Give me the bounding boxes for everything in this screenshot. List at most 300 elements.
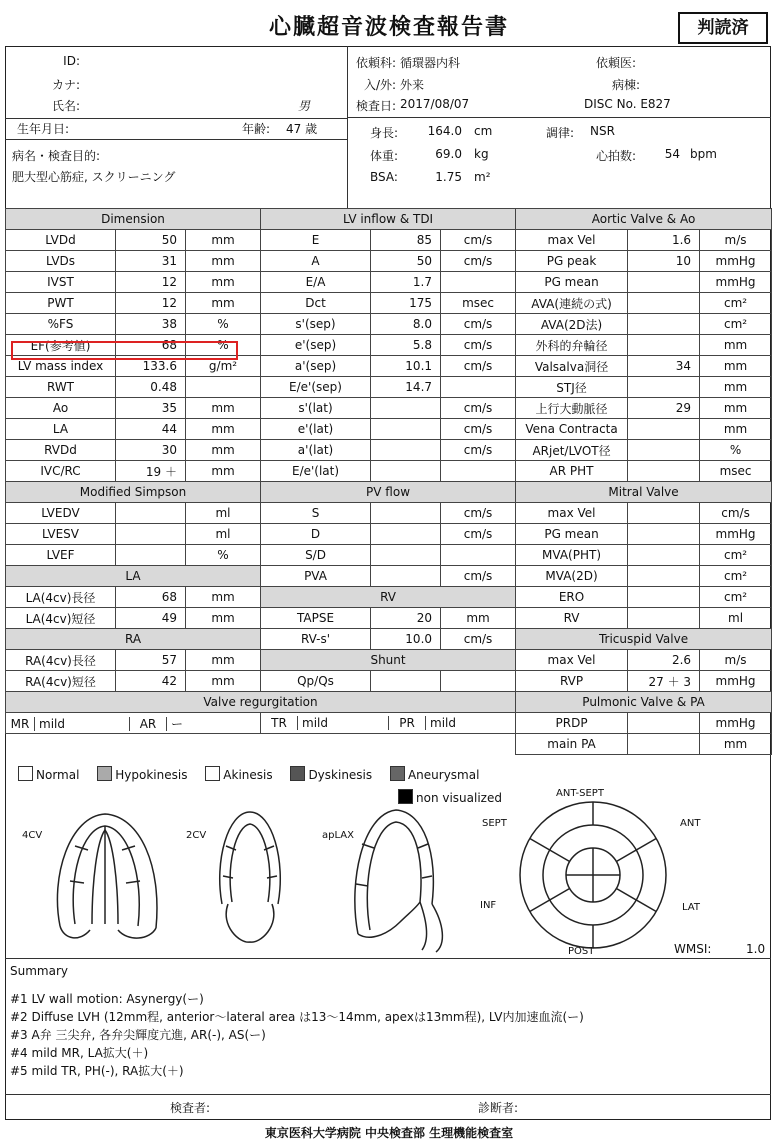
pr-label: PR [389, 716, 426, 730]
measure-unit: cm/s [441, 398, 516, 419]
wall-motion-legend [18, 766, 479, 782]
summary-line-1: #1 LV wall motion: Asynergy(ー) [10, 992, 204, 1006]
measure-label: TAPSE [261, 608, 371, 629]
tr-label: TR [261, 716, 298, 730]
measure-unit: mmHg [700, 671, 772, 692]
sex-value: 男 [298, 99, 311, 113]
diagnosis-label: 病名・検査目的: [12, 149, 101, 163]
section-header: Tricuspid Valve [516, 629, 772, 650]
measure-label: s'(sep) [261, 314, 371, 335]
mr-label: MR [6, 717, 35, 731]
measure-unit: % [700, 440, 772, 461]
measure-unit: mm [186, 251, 261, 272]
heart-aplax-diagram [340, 804, 450, 954]
measure-value: 12 [116, 272, 186, 293]
measure-label: S [261, 503, 371, 524]
measure-value: 44 [116, 419, 186, 440]
bsa-value: 1.75 [435, 170, 462, 184]
label-aplax: apLAX [322, 830, 354, 841]
header-line [5, 139, 347, 140]
section-header: Aortic Valve & Ao [516, 209, 772, 230]
summary-line-5: #5 mild TR, PH(-), RA拡大(＋) [10, 1064, 184, 1078]
rhythm-value: NSR [590, 124, 615, 138]
measure-value [628, 419, 700, 440]
measure-label: IVC/RC [6, 461, 116, 482]
measure-label: e'(sep) [261, 335, 371, 356]
measure-value [371, 524, 441, 545]
height-label: 身長: [370, 126, 399, 140]
measure-label: PRDP [516, 713, 628, 734]
measure-value [628, 608, 700, 629]
measure-label: ERO [516, 587, 628, 608]
measure-value [628, 734, 700, 755]
bullseye-diagram [508, 800, 678, 950]
report-title: 心臓超音波検査報告書 [268, 15, 509, 40]
measure-value: 20 [371, 608, 441, 629]
measurement-table [5, 208, 772, 755]
measure-value [371, 545, 441, 566]
measure-label: Dct [261, 293, 371, 314]
measure-unit: mmHg [700, 713, 772, 734]
section-header: Modified Simpson [6, 482, 261, 503]
ef-highlight-box [11, 341, 238, 360]
dept-value: 循環器内科 [400, 56, 461, 70]
heart-4cv-diagram [40, 806, 180, 946]
measure-unit: g/m² [186, 356, 261, 377]
measure-unit: m/s [700, 230, 772, 251]
valve-reg-left [6, 713, 261, 734]
measure-label: RVDd [6, 440, 116, 461]
bsa-label: BSA: [370, 170, 398, 184]
measure-value: 38 [116, 314, 186, 335]
measure-value [628, 587, 700, 608]
measure-value: 30 [116, 440, 186, 461]
measure-value: 8.0 [371, 314, 441, 335]
measure-unit: mm [186, 587, 261, 608]
measure-value [628, 713, 700, 734]
measure-unit: cm/s [441, 629, 516, 650]
measure-value: 10.1 [371, 356, 441, 377]
measure-unit: mm [186, 671, 261, 692]
legend-hypokinesis: Hypokinesis [97, 766, 187, 782]
age-label: 年齢: [242, 122, 271, 136]
valve-reg-right [261, 713, 516, 734]
table-row [6, 398, 772, 419]
measure-label: ARjet/LVOT径 [516, 440, 628, 461]
table-row [6, 629, 772, 650]
measure-unit: mmHg [700, 272, 772, 293]
header-line [5, 118, 347, 119]
age-value: 47 歳 [286, 122, 318, 136]
table-row [6, 482, 772, 503]
ar-label: AR [130, 717, 167, 731]
legend-normal: Normal [18, 766, 79, 782]
measure-unit [441, 545, 516, 566]
measure-value: 31 [116, 251, 186, 272]
measure-value: 27 ＋ 3 [628, 671, 700, 692]
table-row [6, 608, 772, 629]
measure-unit: ml [186, 503, 261, 524]
measure-unit: ml [186, 524, 261, 545]
measure-unit: mm [700, 734, 772, 755]
measure-unit: cm/s [441, 503, 516, 524]
measure-unit: cm/s [441, 251, 516, 272]
measure-label: E/e'(sep) [261, 377, 371, 398]
measure-value: 68 [116, 587, 186, 608]
measure-label: EF(参考値) [6, 335, 116, 356]
valve-regurgitation-row [6, 713, 772, 734]
measure-label: RA(4cv)長径 [6, 650, 116, 671]
measure-label: e'(lat) [261, 419, 371, 440]
table-row [6, 692, 772, 713]
measure-unit: mm [441, 608, 516, 629]
measure-label: E/e'(lat) [261, 461, 371, 482]
institution-name: 東京医科大学病院 中央検査部 生理機能検査室 [264, 1126, 514, 1140]
measure-value [371, 440, 441, 461]
section-header: Pulmonic Valve & PA [516, 692, 772, 713]
table-row [6, 671, 772, 692]
measure-label: a'(sep) [261, 356, 371, 377]
table-row [6, 524, 772, 545]
measure-label: max Vel [516, 650, 628, 671]
measure-label: AVA(2D法) [516, 314, 628, 335]
tr-value: mild [298, 716, 389, 730]
label-ant: ANT [680, 818, 701, 829]
measure-unit: mm [186, 440, 261, 461]
height-unit: cm [474, 124, 493, 138]
measure-label: MVA(2D) [516, 566, 628, 587]
table-row [6, 545, 772, 566]
measure-label: main PA [516, 734, 628, 755]
measure-label: max Vel [516, 230, 628, 251]
measure-label: STJ径 [516, 377, 628, 398]
measure-value: 0.48 [116, 377, 186, 398]
measure-value: 5.8 [371, 335, 441, 356]
measure-label: 外科的弁輪径 [516, 335, 628, 356]
measure-label: E [261, 230, 371, 251]
summary-title: Summary [10, 964, 68, 978]
measure-label: Qp/Qs [261, 671, 371, 692]
legend-dyskinesis: Dyskinesis [290, 766, 372, 782]
measure-unit: mm [186, 293, 261, 314]
measure-value [371, 461, 441, 482]
measure-label: LA(4cv)長径 [6, 587, 116, 608]
measure-value [628, 272, 700, 293]
measure-value: 175 [371, 293, 441, 314]
measure-label: LVDd [6, 230, 116, 251]
wmsi-value: 1.0 [746, 942, 766, 956]
summary-top-line [5, 958, 771, 959]
rhythm-label: 調律: [546, 126, 575, 140]
table-row [6, 440, 772, 461]
table-row [6, 230, 772, 251]
table-row [6, 419, 772, 440]
measure-value: 19 ＋ [116, 461, 186, 482]
measure-unit: mm [186, 398, 261, 419]
ar-value: ー [171, 716, 184, 731]
measure-unit: mm [186, 272, 261, 293]
label-sept: SEPT [482, 818, 507, 829]
measure-label: RWT [6, 377, 116, 398]
summary-line-2: #2 Diffuse LVH (12mm程, anterior〜lateral area は13〜14mm, apexは13mm程), LV内加速血流(ー) [10, 1010, 584, 1024]
label-inf: INF [480, 900, 497, 911]
measure-unit [441, 461, 516, 482]
measure-label: Vena Contracta [516, 419, 628, 440]
measure-unit: cm/s [441, 356, 516, 377]
measure-value: 10.0 [371, 629, 441, 650]
section-header: RV [261, 587, 516, 608]
measure-unit [441, 272, 516, 293]
measure-unit: cm/s [441, 230, 516, 251]
name-label: 氏名: [51, 99, 80, 113]
measure-value: 35 [116, 398, 186, 419]
table-row [6, 377, 772, 398]
label-ant-sept: ANT-SEPT [556, 788, 604, 799]
measure-unit: mm [186, 461, 261, 482]
measure-value [116, 524, 186, 545]
mr-value: mild [35, 717, 130, 731]
measure-value [116, 545, 186, 566]
measure-unit: % [186, 335, 261, 356]
measure-unit: cm/s [441, 440, 516, 461]
measure-label: LA(4cv)短径 [6, 608, 116, 629]
table-row [6, 650, 772, 671]
summary-line-3: #3 A弁 三尖弁, 各弁尖輝度亢進, AR(-), AS(ー) [10, 1028, 266, 1042]
measure-value [628, 377, 700, 398]
measure-value [628, 293, 700, 314]
measure-unit: ml [700, 608, 772, 629]
hr-value: 54 [664, 147, 680, 161]
measure-value [371, 503, 441, 524]
measure-value [628, 545, 700, 566]
measure-label: RVP [516, 671, 628, 692]
table-row [6, 209, 772, 230]
measure-value: 1.6 [628, 230, 700, 251]
table-row [6, 293, 772, 314]
measure-unit: msec [441, 293, 516, 314]
label-2cv: 2CV [186, 830, 207, 841]
measure-unit: mmHg [700, 251, 772, 272]
table-row [6, 272, 772, 293]
measure-value [628, 461, 700, 482]
measure-unit: cm/s [700, 503, 772, 524]
measure-unit: mmHg [700, 524, 772, 545]
section-header: PV flow [261, 482, 516, 503]
measure-unit: mm [186, 230, 261, 251]
examiner-label: 検査者: [170, 1101, 211, 1115]
legend-non-visualized: non visualized [398, 789, 502, 805]
measure-unit: mm [186, 650, 261, 671]
dept-label: 依頼科: [356, 56, 397, 70]
hr-unit: bpm [690, 147, 717, 161]
measure-label: MVA(PHT) [516, 545, 628, 566]
section-header: Mitral Valve [516, 482, 772, 503]
legend-akinesis: Akinesis [205, 766, 272, 782]
header-divider [347, 46, 348, 208]
measure-value: 29 [628, 398, 700, 419]
footer-line [5, 1094, 771, 1095]
empty-cell [6, 734, 516, 755]
measure-label: AR PHT [516, 461, 628, 482]
date-value: 2017/08/07 [400, 97, 470, 111]
measure-value [371, 566, 441, 587]
section-header: Dimension [6, 209, 261, 230]
measure-value: 57 [116, 650, 186, 671]
measure-value [628, 503, 700, 524]
section-header: LV inflow & TDI [261, 209, 516, 230]
measure-value [628, 314, 700, 335]
measure-value: 10 [628, 251, 700, 272]
measure-unit: mm [700, 335, 772, 356]
measure-unit: cm² [700, 566, 772, 587]
measure-unit: m/s [700, 650, 772, 671]
table-row [6, 251, 772, 272]
measure-label: LV mass index [6, 356, 116, 377]
measure-label: max Vel [516, 503, 628, 524]
measure-label: Ao [6, 398, 116, 419]
measure-unit: % [186, 314, 261, 335]
measure-label: PG mean [516, 272, 628, 293]
measure-value [116, 503, 186, 524]
measure-value [628, 524, 700, 545]
label-lat: LAT [682, 902, 700, 913]
measure-label: s'(lat) [261, 398, 371, 419]
kana-label: カナ: [51, 78, 80, 92]
diagnosis-value: 肥大型心筋症, スクリーニング [12, 170, 176, 184]
table-row [6, 461, 772, 482]
measure-label: PG mean [516, 524, 628, 545]
measure-value: 12 [116, 293, 186, 314]
inout-label: 入/外: [364, 78, 397, 92]
pr-value: mild [430, 716, 456, 730]
measure-value: 14.7 [371, 377, 441, 398]
doctor-label: 依頼医: [596, 56, 637, 70]
measure-value [628, 440, 700, 461]
measure-label: LVEDV [6, 503, 116, 524]
measure-label: 上行大動脈径 [516, 398, 628, 419]
measure-unit [186, 377, 261, 398]
measure-value: 2.6 [628, 650, 700, 671]
measure-value [628, 335, 700, 356]
measure-label: D [261, 524, 371, 545]
table-row [6, 566, 772, 587]
measure-label: LA [6, 419, 116, 440]
measure-unit: mm [186, 608, 261, 629]
measure-unit: mm [700, 377, 772, 398]
measure-label: S/D [261, 545, 371, 566]
wmsi-label: WMSI: [674, 942, 712, 956]
legend-aneurysmal: Aneurysmal [390, 766, 479, 782]
measure-unit: cm² [700, 587, 772, 608]
measure-value [371, 398, 441, 419]
measure-value [371, 671, 441, 692]
measure-unit: msec [700, 461, 772, 482]
measure-label: RV-s' [261, 629, 371, 650]
measure-label: E/A [261, 272, 371, 293]
measure-label: Valsalva洞径 [516, 356, 628, 377]
measure-label: LVEF [6, 545, 116, 566]
measure-unit [441, 671, 516, 692]
measure-unit: cm² [700, 293, 772, 314]
bsa-unit: m² [474, 170, 491, 184]
table-row [6, 587, 772, 608]
height-value: 164.0 [427, 124, 462, 138]
measure-label: PVA [261, 566, 371, 587]
measure-unit: cm/s [441, 419, 516, 440]
measure-value: 1.7 [371, 272, 441, 293]
measure-unit: cm/s [441, 524, 516, 545]
measure-value: 133.6 [116, 356, 186, 377]
label-post: POST [568, 946, 595, 957]
weight-value: 69.0 [435, 147, 462, 161]
section-header: Valve regurgitation [6, 692, 516, 713]
label-4cv: 4CV [22, 830, 43, 841]
reader-label: 診断者: [478, 1101, 519, 1115]
measure-unit: cm/s [441, 335, 516, 356]
summary-line-4: #4 mild MR, LA拡大(＋) [10, 1046, 149, 1060]
measure-value: 50 [371, 251, 441, 272]
table-row [6, 503, 772, 524]
measure-unit: mm [700, 356, 772, 377]
measure-unit: cm/s [441, 314, 516, 335]
measure-value [371, 419, 441, 440]
measure-unit: mm [700, 419, 772, 440]
measure-value: 49 [116, 608, 186, 629]
measure-unit: mm [700, 398, 772, 419]
table-row [6, 734, 772, 755]
measure-unit [441, 377, 516, 398]
measure-label: PG peak [516, 251, 628, 272]
measure-label: RV [516, 608, 628, 629]
measure-unit: cm² [700, 314, 772, 335]
measure-unit: mm [186, 419, 261, 440]
measure-value: 50 [116, 230, 186, 251]
measure-unit: cm² [700, 545, 772, 566]
measure-value: 34 [628, 356, 700, 377]
measure-label: A [261, 251, 371, 272]
measure-value: 85 [371, 230, 441, 251]
hr-label: 心拍数: [596, 149, 637, 163]
measure-value: 68 [116, 335, 186, 356]
measure-value: 42 [116, 671, 186, 692]
date-label: 検査日: [356, 99, 397, 113]
ward-label: 病棟: [612, 78, 641, 92]
measure-unit: % [186, 545, 261, 566]
measure-unit: cm/s [441, 566, 516, 587]
measure-label: LVDs [6, 251, 116, 272]
measure-label: a'(lat) [261, 440, 371, 461]
section-header: LA [6, 566, 261, 587]
measure-label: %FS [6, 314, 116, 335]
measure-label: PWT [6, 293, 116, 314]
id-label: ID: [63, 54, 80, 68]
measure-label: LVESV [6, 524, 116, 545]
weight-label: 体重: [370, 149, 399, 163]
disc-number: DISC No. E827 [584, 97, 671, 111]
heart-2cv-diagram [210, 806, 290, 946]
measure-value [628, 566, 700, 587]
birth-label: 生年月日: [17, 122, 70, 136]
measure-label: RA(4cv)短径 [6, 671, 116, 692]
header-line [347, 117, 771, 118]
weight-unit: kg [474, 147, 489, 161]
inout-value: 外来 [400, 78, 425, 92]
read-status-stamp: 判読済 [678, 12, 768, 44]
measure-label: IVST [6, 272, 116, 293]
section-header: RA [6, 629, 261, 650]
table-row [6, 314, 772, 335]
measure-label: AVA(連続の式) [516, 293, 628, 314]
